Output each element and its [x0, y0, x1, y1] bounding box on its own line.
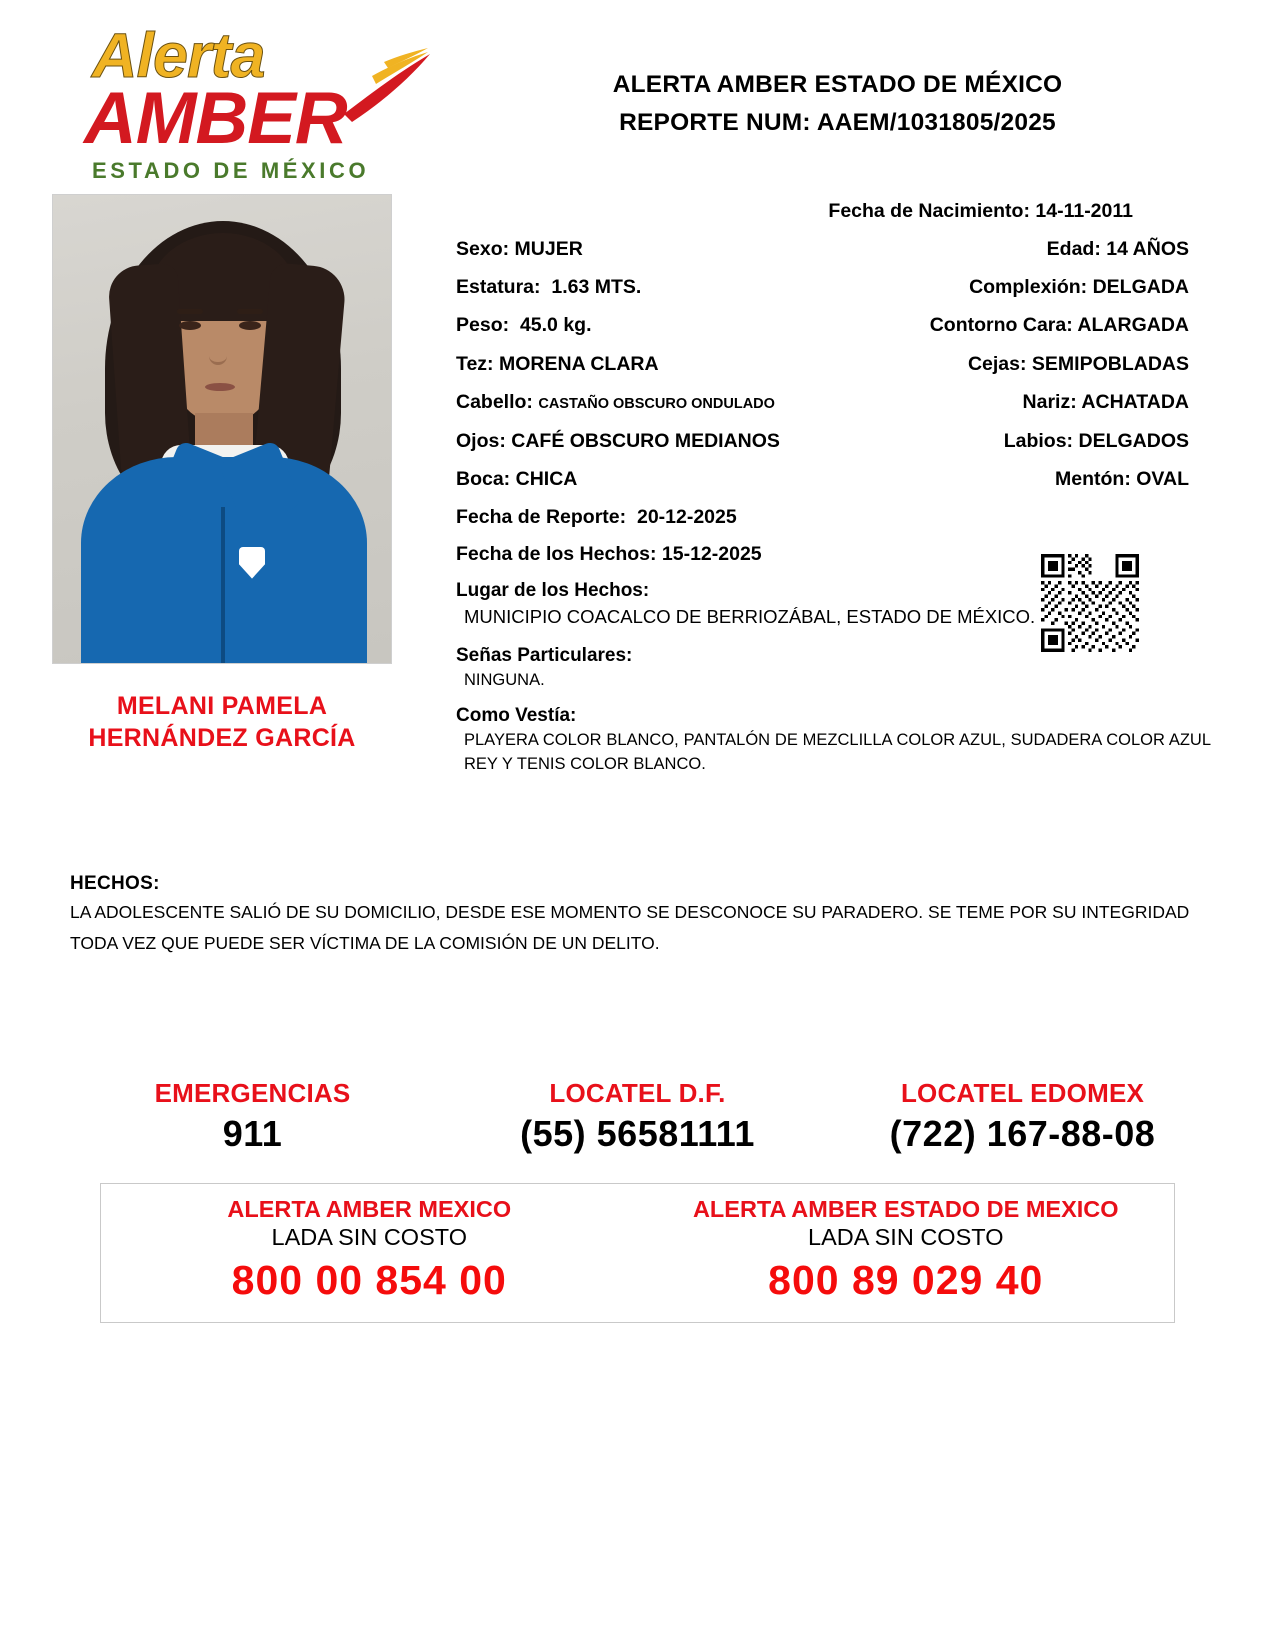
- field-label: Estatura:: [456, 276, 541, 299]
- field-value: 20-12-2025: [636, 506, 737, 529]
- field-label: Edad:: [1046, 237, 1101, 260]
- field-fecha-reporte: [456, 506, 1235, 529]
- field-row-ojos-labios: [456, 430, 1235, 453]
- label-lugar-hechos: Lugar de los Hechos:: [456, 580, 650, 602]
- main-content: [0, 184, 1275, 777]
- field-value: 14-11-2011: [1035, 199, 1133, 222]
- photo-brow-right: [237, 309, 263, 314]
- field-row-estatura-complexion: [456, 276, 1235, 299]
- field-sexo: [456, 238, 583, 261]
- field-label: Cabello:: [456, 391, 533, 414]
- photo-brow-left: [177, 309, 203, 314]
- field-label: Sexo:: [456, 237, 510, 260]
- photo-nose: [209, 345, 227, 365]
- page-title: ALERTA AMBER ESTADO DE MÉXICO: [612, 71, 1063, 98]
- field-value: MUJER: [514, 237, 583, 260]
- field-label: Boca:: [456, 467, 511, 490]
- phone-number[interactable]: (55) 56581111: [520, 1113, 755, 1155]
- field-cejas: [968, 353, 1235, 376]
- phone-locatel-edomex: [830, 1078, 1215, 1155]
- field-label: Tez:: [456, 352, 494, 375]
- field-value: ALARGADA: [1077, 314, 1189, 337]
- label-senas-particulares: Señas Particulares:: [456, 645, 633, 667]
- field-label: Contorno Cara:: [929, 314, 1073, 337]
- qr-code[interactable]: [1041, 554, 1139, 652]
- field-value: CAFÉ OBSCURO MEDIANOS: [511, 429, 780, 452]
- toll-free-subtitle: LADA SIN COSTO: [271, 1224, 467, 1251]
- swoosh-icon: [338, 46, 434, 126]
- field-ojos: [456, 430, 780, 453]
- hechos-section: [0, 873, 1275, 958]
- toll-free-title: ALERTA AMBER MEXICO: [227, 1196, 512, 1223]
- field-value: DELGADOS: [1078, 429, 1189, 452]
- field-menton: [1055, 468, 1235, 491]
- hechos-title: HECHOS:: [70, 872, 160, 894]
- phone-label: EMERGENCIAS: [154, 1078, 351, 1109]
- toll-free-number[interactable]: 800 00 854 00: [231, 1257, 507, 1304]
- field-label: Ojos:: [456, 429, 506, 452]
- value-lugar-hechos: MUNICIPIO COACALCO DE BERRIOZÁBAL, ESTADO DE MÉXICO.: [464, 606, 1036, 628]
- phone-number[interactable]: 911: [222, 1113, 283, 1155]
- logo-word-alerta: Alerta: [92, 21, 265, 91]
- field-value: ACHATADA: [1081, 391, 1189, 414]
- field-edad: [1047, 238, 1235, 261]
- field-row-peso-contorno: [456, 314, 1235, 337]
- field-row-sexo-edad: [456, 238, 1235, 261]
- report-number: REPORTE NUM: AAEM/1031805/2025: [619, 108, 1056, 136]
- field-value: 14 AÑOS: [1106, 237, 1189, 260]
- phone-locatel-df: [445, 1078, 830, 1155]
- field-labios: [1004, 430, 1235, 453]
- field-value: MORENA CLARA: [498, 352, 659, 375]
- phone-label: LOCATEL EDOMEX: [900, 1078, 1145, 1109]
- photo-jacket-zipper: [221, 507, 225, 664]
- field-value: 1.63 MTS.: [551, 276, 642, 299]
- field-tez: [456, 353, 659, 376]
- field-value: DELGADA: [1092, 276, 1189, 299]
- field-label: Fecha de Nacimiento:: [828, 199, 1030, 222]
- field-contorno-cara: [930, 314, 1235, 337]
- field-peso: [456, 314, 592, 337]
- field-row-boca-menton: [456, 468, 1235, 491]
- field-label: Cejas:: [967, 352, 1027, 375]
- field-boca: [456, 468, 577, 491]
- toll-free-subtitle: LADA SIN COSTO: [808, 1224, 1004, 1251]
- field-label: Labios:: [1003, 429, 1074, 452]
- victim-name: MELANI PAMELA HERNÁNDEZ GARCÍA: [88, 691, 356, 753]
- field-label: Fecha de Reporte:: [456, 506, 627, 529]
- field-label: Mentón:: [1055, 467, 1131, 490]
- toll-free-edomex: [638, 1196, 1175, 1304]
- field-row-tez-cejas: [456, 353, 1235, 376]
- victim-photo-column: [48, 194, 448, 777]
- toll-free-box: [100, 1183, 1175, 1323]
- field-label: Complexión:: [969, 276, 1088, 299]
- field-value: 45.0 kg.: [519, 314, 592, 337]
- value-senas-particulares: NINGUNA.: [464, 671, 545, 690]
- field-cabello: [456, 391, 775, 414]
- photo-eye-left: [179, 321, 201, 330]
- label-como-vestia: Como Vestía:: [456, 705, 577, 727]
- toll-free-mexico: [101, 1196, 638, 1304]
- phone-label: LOCATEL D.F.: [549, 1078, 726, 1109]
- field-value: CASTAÑO OBSCURO ONDULADO: [538, 396, 775, 413]
- phone-number[interactable]: (722) 167-88-08: [889, 1113, 1156, 1155]
- value-como-vestia: PLAYERA COLOR BLANCO, PANTALÓN DE MEZCLILLA COLOR AZUL, SUDADERA COLOR AZUL REY Y TENIS COLOR BLANCO.: [464, 731, 1211, 774]
- header-title-block: [440, 28, 1235, 142]
- toll-free-title: ALERTA AMBER ESTADO DE MEXICO: [692, 1196, 1119, 1223]
- field-fecha-nacimiento: [456, 200, 1235, 223]
- field-label: Peso:: [456, 314, 510, 337]
- field-complexion: [969, 276, 1235, 299]
- field-estatura: [456, 276, 641, 299]
- alerta-amber-logo: [70, 21, 440, 184]
- victim-photo: [52, 194, 392, 664]
- field-label: Fecha de los Hechos:: [456, 543, 657, 566]
- emergency-phones: [0, 1078, 1275, 1155]
- victim-details-column: [448, 194, 1235, 777]
- phone-emergencias: [60, 1078, 445, 1155]
- field-label: Nariz:: [1022, 391, 1077, 414]
- logo-word-estado-de-mexico: ESTADO DE MÉXICO: [92, 157, 370, 183]
- field-value: 15-12-2025: [661, 543, 762, 566]
- hechos-text: LA ADOLESCENTE SALIÓ DE SU DOMICILIO, DESDE ESE MOMENTO SE DESCONOCE SU PARADERO. SE TEME POR SU INTEGRIDAD TODA VEZ QUE PUEDE SER VÍCTIMA DE LA COMISIÓN DE UN DELITO.: [70, 901, 1190, 953]
- field-nariz: [1023, 391, 1235, 414]
- field-row-cabello-nariz: [456, 391, 1235, 414]
- photo-eye-right: [239, 321, 261, 330]
- field-value: SEMIPOBLADAS: [1031, 352, 1189, 375]
- toll-free-number[interactable]: 800 89 029 40: [768, 1257, 1044, 1304]
- document-header: [0, 0, 1275, 184]
- photo-mouth: [205, 383, 235, 391]
- field-value: CHICA: [515, 467, 578, 490]
- logo-word-amber: AMBER: [84, 77, 347, 159]
- field-value: OVAL: [1136, 467, 1189, 490]
